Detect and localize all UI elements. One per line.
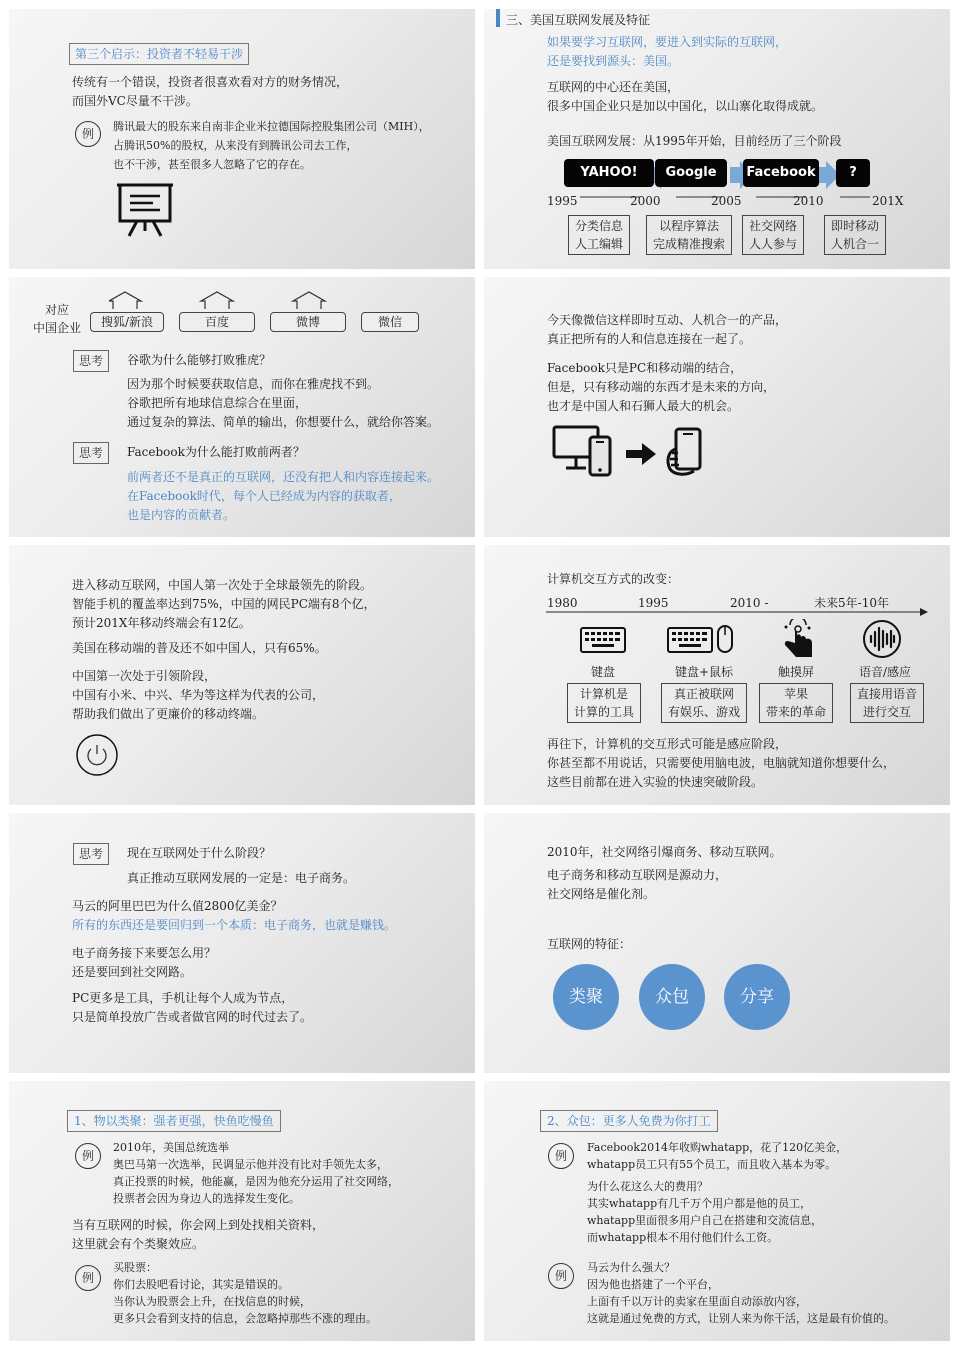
paragraph: 再往下，计算机的交互形式可能是感应阶段， 你甚至都不用说话，只需要使用脑电波，电脑就知道你想要什么， 这些目前都在进入实验的快速突破阶段。	[547, 737, 896, 789]
stage-google: Google	[655, 159, 727, 187]
think-label: 思考	[73, 442, 109, 464]
stage-yahoo: YAHOO!	[564, 159, 654, 187]
example-marker: 例	[75, 1143, 101, 1169]
slide-5	[9, 545, 475, 805]
blue-intro: 如果要学习互联网，要进入到实际的互联网， 还是要找到源头：美国。	[547, 35, 788, 68]
timeline-year: 1980	[547, 596, 578, 610]
slide-9	[9, 1081, 475, 1341]
blue-statement: 所有的东西还是要回归到一个本质：电子商务，也就是赚钱。	[72, 918, 397, 932]
stage-desc: 社交网络 人人参与	[742, 215, 804, 255]
example-text: Facebook2014年收购whatapp，花了120亿美金， whatapp员工只有55个员工，而且收入基本为零。	[587, 1141, 848, 1171]
answer: 真正推动互联网发展的一定是：电子商务。	[127, 871, 356, 885]
mode-desc: 苹果 带来的革命	[759, 683, 833, 723]
paragraph: 马云的阿里巴巴为什么值2800亿美金？	[72, 899, 283, 913]
question: Facebook为什么能打败前两者？	[127, 445, 305, 459]
slide-8	[484, 813, 950, 1073]
slide-3	[9, 277, 475, 537]
example-marker: 例	[548, 1143, 574, 1169]
stage-desc: 分类信息 人工编辑	[568, 215, 630, 255]
stage-desc: 以程序算法 完成精准搜索	[646, 215, 732, 255]
timeline-year: 2005	[711, 194, 742, 208]
example-text: 买股票： 你们去股吧看讨论，其实是错误的。 当你认为股票会上升，在找信息的时候， 更多只会看到支持的信息，会忽略掉那些不涨的理由。	[113, 1261, 377, 1325]
example-text: 2010年，美国总统选举 奥巴马第一次选举，民调显示他并没有比对手领先太多， 真正投票的时候，他能赢，是因为他充分运用了社交网络， 投票者会因为身边人的选择发生变化。	[113, 1141, 399, 1205]
paragraph: 电子商务和移动互联网是源动力， 社交网络是催化剂。	[547, 868, 728, 901]
mode-label: 触摸屏	[778, 665, 815, 679]
mode-desc: 真正被联网 有娱乐、游戏	[661, 683, 747, 723]
slide-7	[9, 813, 475, 1073]
example-marker: 例	[548, 1263, 574, 1289]
question: 现在互联网处于什么阶段？	[127, 846, 272, 860]
timeline-year: 201X	[872, 194, 904, 208]
think-label: 思考	[73, 350, 109, 372]
company-weibo: 微博	[270, 312, 346, 332]
slide-1	[9, 9, 475, 269]
paragraph: 互联网的中心还在美国， 很多中国企业只是加以中国化，以山寨化取得成就。	[547, 80, 824, 113]
pc-and-phone-icon	[552, 425, 616, 479]
answer: 因为那个时候要获取信息，而你在雅虎找不到。 谷歌把所有地球信息综合在里面， 通过复杂的算法、简单的输出，你想要什么，就给你答案。	[127, 377, 440, 429]
slide-6	[484, 545, 950, 805]
timeline-year: 未来5年-10年	[814, 596, 889, 610]
keyboard-icon	[580, 627, 626, 653]
company-wechat: 微信	[361, 312, 419, 332]
hand-phone-icon	[664, 427, 708, 477]
timeline-year: 2000	[630, 194, 661, 208]
example-marker: 例	[75, 1265, 101, 1291]
slide-2	[484, 9, 950, 269]
question: 谷歌为什么能够打败雅虎？	[127, 353, 272, 367]
stage-unknown: ?	[836, 159, 870, 187]
timeline-year: 2010	[793, 194, 824, 208]
side-label: 对应 中国企业	[33, 303, 82, 335]
company-sohu-sina: 搜狐/新浪	[90, 312, 164, 332]
slide-title: 2、众包：更多人免费为你打工	[540, 1110, 718, 1132]
up-arrows	[109, 291, 349, 311]
feature-circle-crowdsource: 众包	[639, 964, 705, 1030]
mode-desc: 计算机是 计算的工具	[567, 683, 641, 723]
power-icon	[75, 733, 119, 777]
feature-circle-cluster: 类聚	[553, 964, 619, 1030]
mode-label: 键盘	[591, 665, 616, 679]
touch-screen-icon	[776, 619, 816, 659]
feature-circle-share: 分享	[724, 964, 790, 1030]
mode-desc: 直接用语音 进行交互	[850, 683, 924, 723]
example-text: 马云为什么强大？ 因为他也搭建了一个平台， 上面有千以万计的卖家在里面自动添放内容， 这就是通过免费的方式，让别人来为你干活，这是最有价值的。	[587, 1261, 895, 1325]
paragraph: 互联网的特征：	[547, 937, 632, 951]
paragraph: 美国在移动端的普及还不如中国人，只有65%。	[72, 641, 327, 655]
company-baidu: 百度	[179, 312, 255, 332]
example-marker: 例	[75, 121, 101, 147]
example-text: 腾讯最大的股东来自南非企业米拉德国际控股集团公司（MIH）， 占腾讯50%的股权，从来没有到腾讯公司去工作， 也不干涉，甚至很多人忽略了它的存在。	[113, 120, 430, 171]
paragraph: 美国互联网发展：从1995年开始，目前经历了三个阶段	[547, 134, 842, 148]
timeline-year: 2010 -	[730, 596, 769, 610]
paragraph: Facebook只是PC和移动端的结合， 但是，只有移动端的东西才是未来的方向， 也才是中国人和石狮人最大的机会。	[547, 361, 776, 413]
arrow-right-icon	[626, 443, 656, 465]
title-accent-bar	[496, 9, 500, 27]
slide-title: 计算机交互方式的改变：	[547, 572, 680, 586]
mode-label: 语音/感应	[859, 665, 912, 679]
slide-title: 三、美国互联网发展及特征	[506, 13, 651, 27]
answer-blue: 前两者还不是真正的互联网，还没有把人和内容连接起来。 在Facebook时代，每个人已经成为内容的获取者， 也是内容的贡献者。	[127, 470, 440, 522]
slide-10	[484, 1081, 950, 1341]
timeline-year: 1995	[638, 596, 669, 610]
think-label: 思考	[73, 843, 109, 865]
slide-title: 第三个启示：投资者不轻易干涉	[69, 43, 249, 65]
paragraph: PC更多是工具，手机让每个人成为节点， 只是简单投放广告或者做官网的时代过去了。	[72, 991, 313, 1024]
paragraph: 今天像微信这样即时互动、人机合一的产品， 真正把所有的人和信息连接在一起了。	[547, 313, 788, 346]
paragraph: 中国第一次处于引领阶段， 中国有小米、中兴、华为等这样为代表的公司， 帮助我们做出了更廉价的移动终端。	[72, 669, 325, 721]
slide-4	[484, 277, 950, 537]
paragraph: 传统有一个错误，投资者很喜欢看对方的财务情况， 而国外VC尽量不干涉。	[72, 75, 349, 108]
slide-title: 1、物以类聚：强者更强，快鱼吃慢鱼	[67, 1110, 281, 1132]
mode-label: 键盘+鼠标	[675, 665, 734, 679]
timeline-year: 1995	[547, 194, 578, 208]
stage-desc: 即时移动 人机合一	[824, 215, 886, 255]
voice-wave-icon	[862, 619, 902, 659]
paragraph: 电子商务接下来要怎么用？ 还是要回到社交网路。	[72, 946, 217, 979]
paragraph: 2010年，社交网络引爆商务、移动互联网。	[547, 845, 782, 859]
paragraph: 当有互联网的时候，你会网上到处找相关资料， 这里就会有个类聚效应。	[72, 1218, 325, 1251]
paragraph: 进入移动互联网，中国人第一次处于全球最领先的阶段。 智能手机的覆盖率达到75%，中国的网民PC端有8个亿， 预计201X年移动终端会有12亿。	[72, 578, 376, 630]
keyboard-mouse-icon	[667, 623, 735, 655]
presentation-board-icon	[117, 181, 173, 237]
timeline-axis	[544, 607, 928, 617]
example-text: 为什么花这么大的费用？ 其实whatapp有几千万个用户都是他的员工， whatapp里面很多用户自己在搭建和交流信息， 而whatapp根本不用付他们什么工资。	[587, 1180, 823, 1244]
stage-facebook: Facebook	[743, 159, 819, 187]
